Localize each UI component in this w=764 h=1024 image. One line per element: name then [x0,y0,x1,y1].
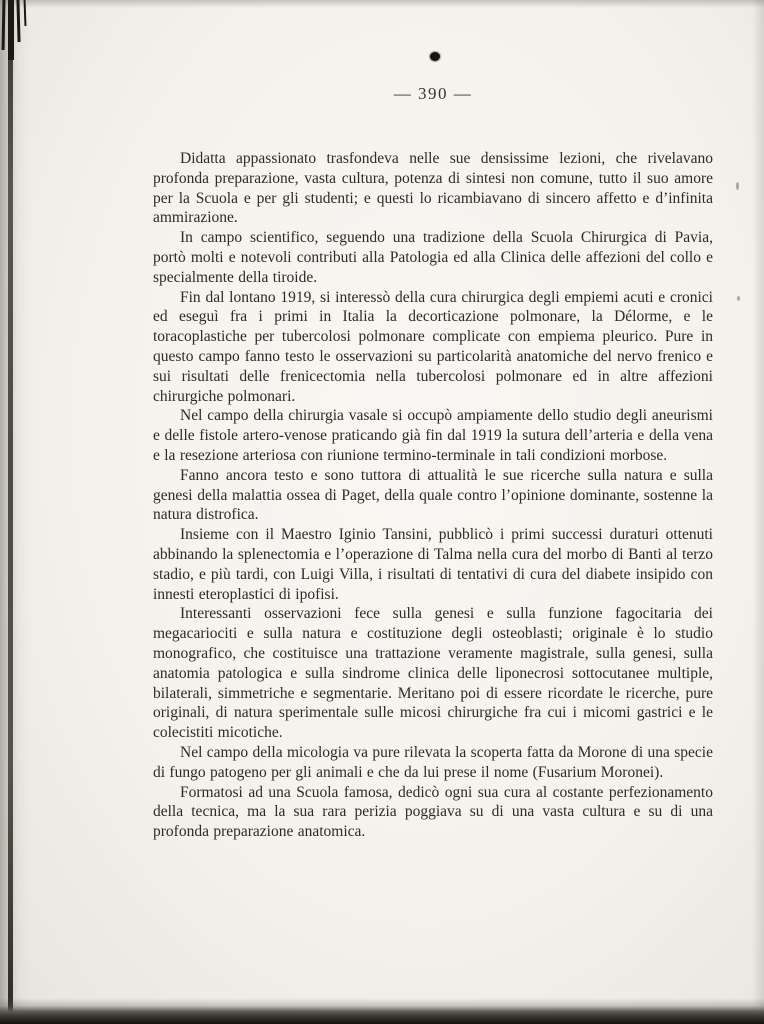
paragraph: Formatosi ad una Scuola famosa, dedicò ogni sua cura al costante perfezionamento della tecnica, ma la sua rara perizia poggiava su di una vasta cultura e su di una profonda preparazione anatomica. [153,783,713,841]
paragraph: Didatta appassionato trasfondeva nelle sue densissime lezioni, che rivelavano profonda preparazione, vasta cultura, potenza di sintesi non comune, tutto il suo amore per la Scuola e per gli studenti; e questi lo ricambiavano di sincero affetto e d’infinita ammirazione. [153,150,713,227]
scan-artifact-top-edge [0,0,764,8]
scan-speck [736,182,739,190]
scan-artifact-corner-marks [0,0,40,64]
ink-dot [430,52,440,61]
paragraph: Insieme con il Maestro Iginio Tansini, pubblicò i primi successi duraturi ottenuti abbinando la splenectomia e l’operazione di Talma nella cura del morbo di Banti al terzo stadio, e più tardi, con Luigi Villa, i risultati di tentativi di cura del diabete insipido con innesti eteroplastici di ipofisi. [153,526,713,603]
page-content [153,84,713,842]
scan-artifact-bottom-edge [0,998,764,1024]
paragraph: Interessanti osservazioni fece sulla genesi e sulla funzione fagocitaria dei megacariociti e sulla natura e costituzione degli osteoblasti; originale è lo studio monografico, che costituisce una trattazione veramente magistrale, sulla genesi, sulla anatomia patologica e sulla sindrome clinica delle liponecrosi sottocutanee multiple, bilaterali, simmetriche e segmentarie. Meritano poi di essere ricordate le ricerche, pure originali, di natura sperimentale sulle micosi chirurgiche fra cui i micomi gastrici e le colecistiti micotiche. [153,605,713,742]
paragraph: Fanno ancora testo e sono tuttora di attualità le sue ricerche sulla natura e sulla genesi della malattia ossea di Paget, della quale contro l’opinione dominante, sostenne la natura distrofica. [153,466,713,524]
paragraph: In campo scientifico, seguendo una tradizione della Scuola Chirurgica di Pavia, portò molti e notevoli contributi alla Patologia ed alla Clinica delle affezioni del collo e specialmente della tiroide. [153,229,713,286]
text-block [153,149,713,842]
paragraph: Nel campo della micologia va pure rilevata la scoperta fatta da Morone di una specie di fungo patogeno per gli animali e che da lui prese il nome (Fusarium Moronei). [153,743,713,781]
paragraph: Fin dal lontano 1919, si interessò della cura chirurgica degli empiemi acuti e cronici ed eseguì fra i primi in Italia la decorticazione polmonare, la Délorme, e le toracoplastiche per tubercolosi polmonare complicate con empiema pleurico. Pure in questo campo fanno testo le osservazioni su particolarità anatomiche del nervo frenico e sui risultati delle frenicectomia nella tubercolosi polmonare ed in altre affezioni chirurgiche polmonari. [153,288,713,405]
scan-speck [737,296,740,301]
page-number: — 390 — [393,84,473,103]
scan-artifact-binding-line [8,0,13,1024]
scan-artifact-right-edge [752,0,764,1024]
paragraph: Nel campo della chirurgia vasale si occupò ampiamente dello studio degli aneurismi e delle fistole artero-venose praticando già fin dal 1919 la sutura dell’arteria e della vena e la resezione arteriosa con riunione termino-terminale in tali condizioni morbose. [153,407,713,464]
scan-artifact-left-binding-edge [0,0,30,1024]
